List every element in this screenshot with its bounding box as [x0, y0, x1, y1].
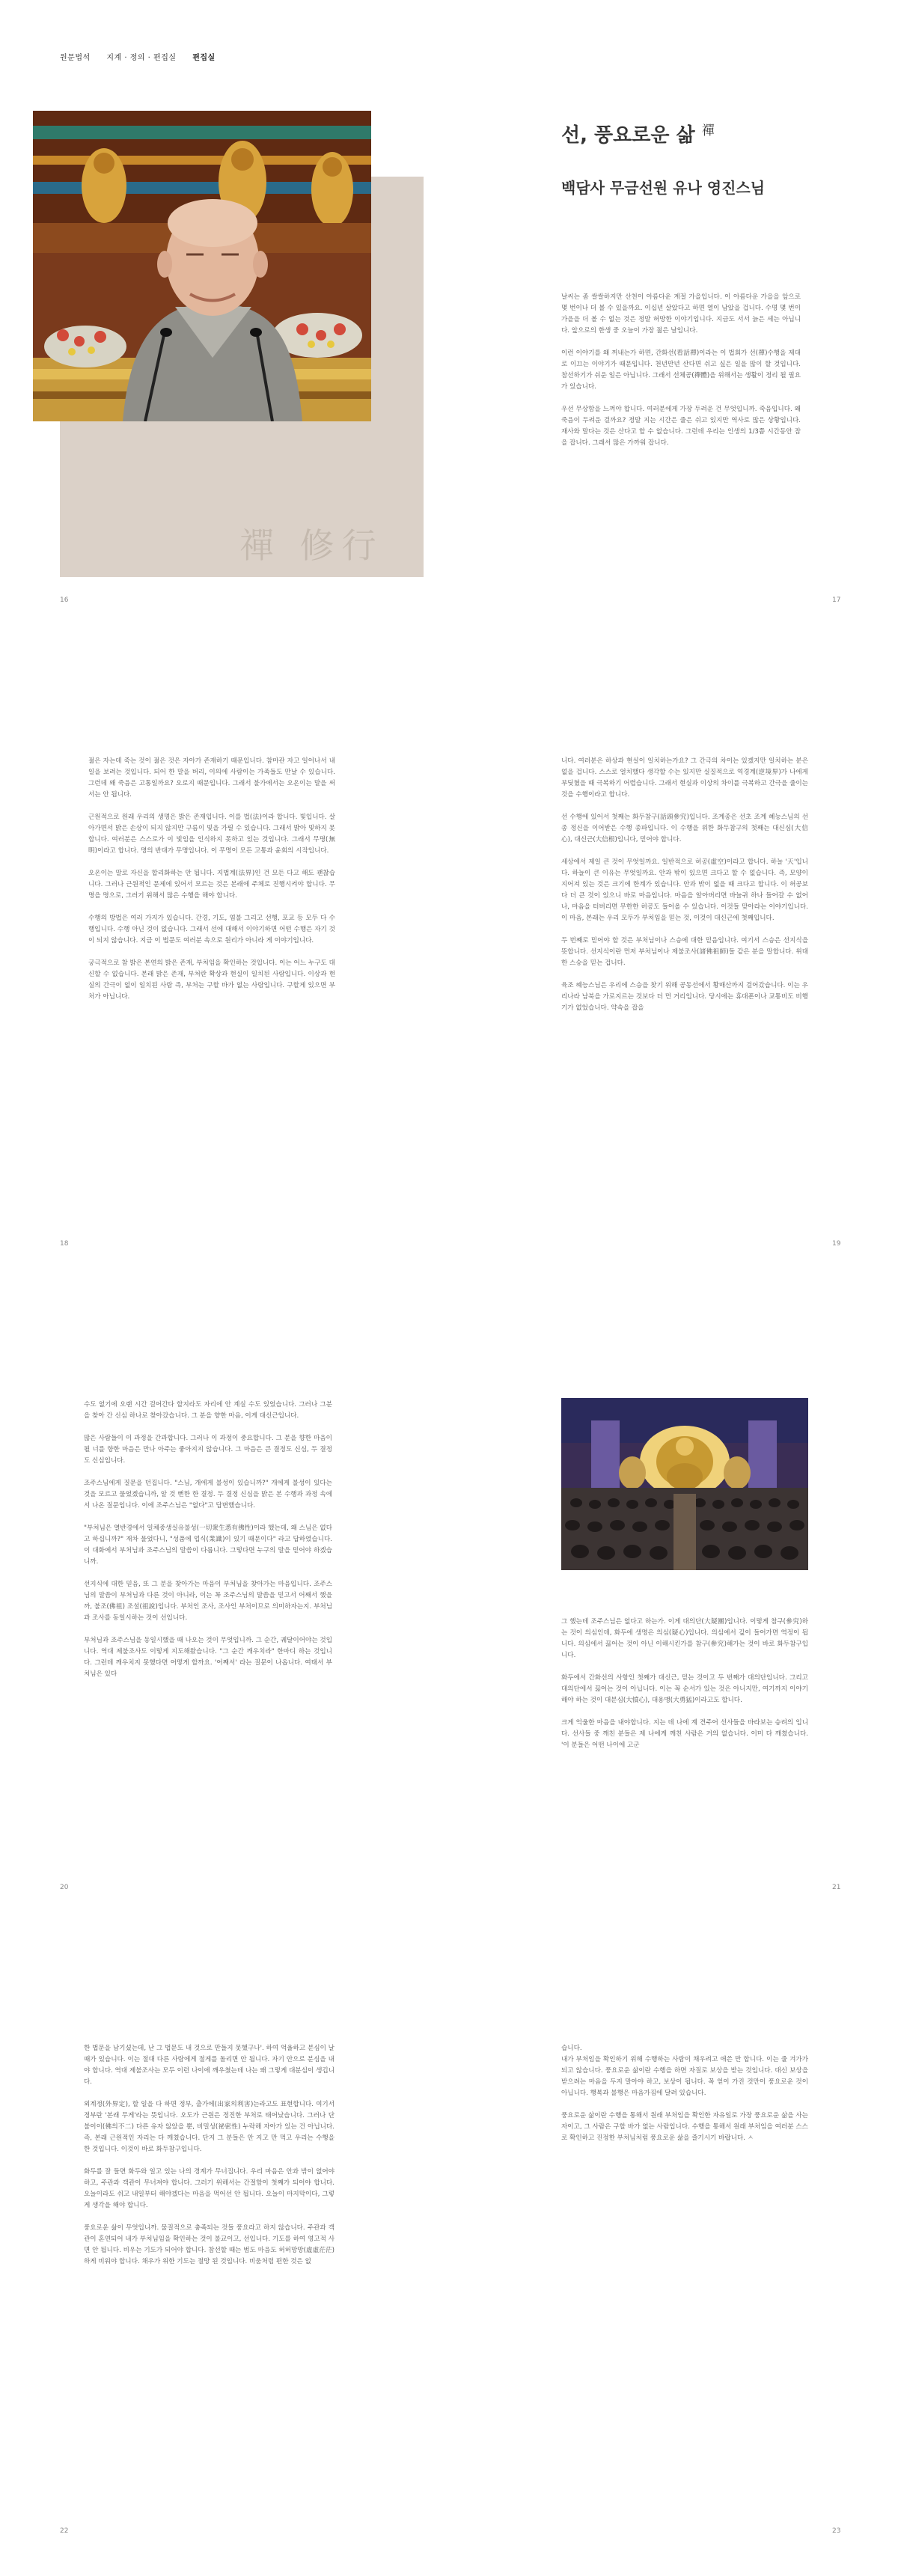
- paragraph: 이런 이야기를 왜 꺼내는가 하면, 간화선(看話禪)이라는 이 법회가 선(禪)수행을 제대로 이끄는 이야기가 때문입니다. 천년만년 산다면 쉬고 싶은 일을 많이 할 것입니다. 참선하기가 쉬운 일은 아닙니다. 그래서 선체공(禪體)을 위해서는 생활이 정리 될 필요가 있습니다.: [561, 350, 801, 391]
- header-section: 지계 · 정의 · 편집실: [106, 54, 177, 62]
- paragraph: 세상에서 제일 큰 것이 무엇일까요. 일반적으로 허공(虛空)이라고 합니다. 하늘 '天'입니다. 하늘이 큰 이유는 무엇일까요. 안과 밖이 있으면 크다고 할 수 없습니다. 즉, 모양이 지어져 있는 것은 크기에 한계가 있습니다. 안과 밖이 없을 때 크다고 합니다. 이 허공보다 더 큰 것이 있으니 바로 마음입니다. 마음을 알아버리면 바늘귀 하나 들어갈 수 없어나, 마음을 터버리면 무한한 허공도 들어올 수 있습니다. 이것들 맞아라는 이야기입니다. 이 마음, 본래는 우리 모두가 부처임을 믿는 것, 이것이 대신근에 첫째입니다.: [561, 858, 808, 922]
- paragraph: 화두를 잘 들면 화두와 일고 있는 나의 경계가 무너집니다. 우리 마음은 안과 밖이 없어야 하고, 주관과 객관이 무너져야 합니다. 그러기 위해서는 간절함이 첫째가 되어야 합니다. 오늘이라도 쉬고 내일부터 해야겠다는 마음을 먹어선 안 됩니다. 오늘이 마지막이다, 그렇게 생각을 해야 합니다.: [84, 2168, 335, 2209]
- paragraph: 수행의 방법은 여러 가지가 있습니다. 간경, 기도, 염불 그리고 선행, 포교 등 모두 다 수행입니다. 수행 아닌 것이 없습니다. 그래서 선에 대해서 이야기하면 어떤 수행은 자기 것이 되지 않습니다. 지금 이 법문도 여러분 속으로 원리가 아니라 게 이야기입니다.: [88, 915, 335, 944]
- paragraph: 외계정(外界定), 할 일을 다 하면 정부, 출가에(出家의利害)는라고도 표현합니다. 여기서 정부란 '본래 무게'라는 뜻입니다. 오도가 근원은 정진한 부처로 태어났습니다. 그러나 단불이이(佛의不二) 다른 유자 않았을 뿐, 비밀성(祕密性) 누락해 자아가 있는 건 아닙니다. 즉, 본래 근원적인 자리는 다 깨쳤습니다. 단지 그 분들은 안 지고 만 먹고 우리는 수행을 한 것입니다. 이것이 바로 화두참구입니다.: [84, 2101, 335, 2153]
- page-19-body: [561, 756, 808, 1025]
- spread-pages-16-17: [0, 0, 898, 644]
- article-title-hanja: 禪: [701, 123, 715, 138]
- paragraph: 우선 무상함을 느껴야 합니다. 여러분에게 가장 두려운 건 무엇입니까. 죽음입니다. 왜 죽음이 두려운 걸까요? 정말 지는 시간은 줄은 쉬고 있지만 역사로 많은 상황입니다. 재사와 말다는 것은 산다고 할 수 없습니다. 그런데 우리는 인생의 1/3쯤 시간동안 잠을 잡니다. 그래서 많은 가까워 잡니다.: [561, 406, 801, 447]
- page-22-body: [84, 2043, 335, 2279]
- article-title: [561, 120, 715, 147]
- monk-portrait-photo: [33, 111, 371, 421]
- page-number: 16: [60, 596, 69, 604]
- paragraph: 오온이는 말로 자신을 합리화하는 안 됩니다. 지법계(法界)인 건 모든 다고 해도 괜찮습니다. 그러나 근원적인 문제에 있어서 모르는 것은 본래에 주체로 진행시켜야 합니다. 무명을 명으로, 그러기 위해서 많은 수행을 해야 합니다.: [88, 870, 335, 900]
- article-title-text: 선, 풍요로운 삶: [561, 124, 695, 147]
- paragraph: 그 했는데 조주스님은 없다고 하는가. 이게 대의단(大疑團)입니다. 이렇게 참구(參究)하는 것이 의심인데, 화두에 생명은 의심(疑心)입니다. 의심에서 깊이 들어가면 역정이 됩니다. 의심에서 끓어는 것이 아닌 이해시킨가를 참구(參究)해가는 것이 바로 화두참구입니다.: [561, 1618, 808, 1659]
- paragraph: 풍요로운 삶이 무엇입니까. 물질적으로 충족되는 것들 풍요라고 하지 않습니다. 주관과 객관이 혼연되어 내가 부처님임을 확인하는 것이 불교이고, 선입니다. 기도를 하여 영고적 사면 안 됩니다. 비우는 기도가 되어야 합니다. 참선할 때는 범도 마음도 허허망망(虛虛茫茫)하게 비워야 합니다. 채우가 위한 기도는 절망 된 것입니다. 비움처럼 편한 것은 없: [84, 2224, 335, 2265]
- paragraph: 화두에서 간화선의 사항인 첫째가 대신근, 믿는 것이고 두 번째가 대의단입니다. 그리고 대의단에서 끓어는 것이 아닙니다. 이는 꼭 순서가 있는 것은 아니지만, 여기까지 이야기 해야 하는 것이 대분심(大憤心), 대용맹(大勇猛)이라고도 합니다.: [561, 1674, 808, 1704]
- paragraph: "부처님은 열반경에서 일체중생실유불성(一切衆生悉有佛性)이라 했는데, 왜 스님은 없다고 하십니까?" 재차 물었다니, "성품에 업식(業識)이 있기 때문이다" 라고 답하였습니다. 이 대화에서 부처님과 조주스님의 말씀이 다릅니다. 그렇다면 누구의 말을 믿어야 하겠습니까.: [84, 1524, 332, 1566]
- page-number: 22: [60, 2527, 69, 2535]
- page-number: 19: [832, 1240, 841, 1248]
- page-number: 20: [60, 1884, 69, 1891]
- paragraph: 선 수행에 있어서 첫째는 화두참구(話頭參究)입니다. 조계종은 선초 조계 혜능스님의 선종 정신을 이어받은 수행 종파입니다. 이 수행을 위한 화두참구의 첫째는 대신심(大信心), 대신근(大信根)입니다, 믿어야 합니다.: [561, 814, 808, 843]
- paragraph: 수도 없기에 오랜 시간 걸어간다 할지라도 자리에 안 계실 수도 있었습니다. 그러나 그분을 찾아 간 신심 하나로 찾아갔습니다. 그 분을 향한 마음, 이게 대신근입니다.: [84, 1401, 332, 1420]
- page-21-body: [561, 1617, 808, 1762]
- page-17-body: [561, 292, 801, 460]
- hanja-watermark: 禪 修行: [239, 525, 384, 566]
- paragraph: 근원적으로 원래 우리의 생명은 밝은 존재입니다. 이를 법(法)이라 합니다. 빛입니다. 살아가면서 밝은 손상이 되지 않지만 구름이 빛을 가릴 수 있습니다. 그래서 밝아 빛하지 못합니다. 여러분은 스스로가 이 빛임을 인식하지 못하고 있는 것입니다. 그래서 무명(無明)이라고 합니다. 명의 반대가 무명입니다. 이 무명이 모든 고통과 윤회의 시작입니다.: [88, 814, 335, 855]
- spread-pages-20-21: [0, 1287, 898, 1931]
- paragraph: 궁극적으로 참 밝은 본연의 밝은 존재, 부처임을 확인하는 것입니다. 이는 어느 누구도 대신할 수 없습니다. 본래 밝은 존재, 부처란 확상과 현실이 일치된 사람입니다. 이상과 현실의 간극이 없이 일치된 사람 즉, 부처는 구할 바가 없는 사람입니다. 구할게 있으면 부처가 아닙니다.: [88, 959, 335, 1001]
- page-number: 17: [832, 596, 841, 604]
- page-18-body: [88, 756, 335, 1014]
- page-number: 18: [60, 1240, 69, 1248]
- paragraph: 크게 억울한 마음을 내야합니다. 지는 데 나에 계 견주어 선사들을 바라보는 승려의 입니다. 선사들 중 깨친 분들은 제 나에게 깨친 사람은 거의 없습니다. 이미 다 깨쳤습니다. '이 분들은 어떤 나이에 고군: [561, 1719, 808, 1749]
- header-book: 원문법석: [60, 54, 91, 62]
- paragraph: 한 법문을 남기셨는데, 난 그 법문도 내 것으로 만들지 못했구나'. 하여 억울하고 분심이 날 때가 있습니다. 이는 절대 다른 사람에게 절게를 돌리면 안 됩니다. 자기 안으로 분심을 내야 합니다. 역대 제불조사는 모두 이런 나이에 깨우쳤는데 나는 왜 그렇게 대분심이 생깁니다.: [84, 2045, 335, 2086]
- page-20-body: [84, 1400, 332, 1691]
- page-number: 21: [832, 1884, 841, 1891]
- paragraph: 많은 사람들이 이 과정을 간과합니다. 그러나 이 과정이 중요합니다. 그 분을 향한 마음이 될 너를 향한 마음은 만나 아주는 좋아지지 않습니다. 그 마음은 큰 결정도 신심, 두 결정도 신심입니다.: [84, 1435, 332, 1465]
- page-23-body: [561, 2043, 808, 2155]
- paragraph: 두 번째로 믿어야 할 것은 부처님이나 스승에 대한 믿음입니다. 여기서 스승은 선지식을 뜻합니다. 선지식이란 먼저 부처님이나 제불조사(諸佛祖師)들 같은 분을 말합니다. 위대한 스승을 믿는 겁니다.: [561, 937, 808, 967]
- header-current: 편집실: [192, 54, 216, 62]
- page-number: 23: [832, 2527, 841, 2535]
- paragraph: 선지식에 대한 믿음, 또 그 분을 찾아가는 마음이 부처님을 찾아가는 마음입니다. 조주스님의 말씀이 부처님과 다른 것이 아니라, 이는 꼭 조주스님의 말씀을 믿고서 어째서 했을까, 불조(佛祖) 조설(祖說)입니다. 부처인 조사, 조사인 부처이므로 의미하자는지. 부처님과 조사를 동일시하는 것이 선입니다.: [84, 1581, 332, 1622]
- paragraph: 젊은 자는데 죽는 것이 젊은 것은 자아가 존재하기 때문입니다. 참마관 자고 일어나서 내일을 보려는 것입니다. 되어 한 말을 버리, 이의에 사람이는 가족들도 만날 수 있습니다. 그런데 왜 죽음은 고통일까요? 오로지 때문입니다. 그래서 불가에서는 오온이는 말을 써서는 안 됩니다.: [88, 757, 335, 799]
- paragraph: 육조 혜능스님은 우리에 스승을 찾기 위해 공동선에서 황매산까지 걸어갔습니다. 이는 우리나라 남북을 가로지르는 것보다 더 먼 거리입니다. 당시에는 휴대폰이나 교통비도 비행기가 없었습니다. 약속을 잡을: [561, 982, 808, 1012]
- paragraph: 부처님과 조주스님을 동일시했을 때 나오는 것이 무엇입니까. 그 순간, 궤달이어야는 것입니다. 역대 제불조사도 이렇게 지도해왔습니다. "그 순간 깨우치라" 한마디 하는 것입니다. 그런데 깨우치지 못했다면 어떻게 할까요. '어째서' 라는 질문이 나옵니다. 여태서 부처님은 있다: [84, 1637, 332, 1678]
- paragraph: 습니다.: [561, 2045, 582, 2052]
- running-header: [60, 51, 229, 62]
- paragraph: 내가 부처임을 확인하기 위해 수행하는 사람이 채우려고 애쓴 만 합니다. 이는 줄 겨가가 되고 않습니다. 풍요로운 삶이란 수행을 하면 자질로 보상을 받는 것입니다. 대신 보상을 받으려는 마음을 두지 말아야 하고, 보상이 됩니다. 꼭 얻이 가진 것만이 풍요로운 것이 아닙니다. 행복과 불행은 마음가짐에 달려 있습니다.: [561, 2056, 808, 2097]
- article-subtitle: 백담사 무금선원 유나 영진스님: [561, 179, 766, 197]
- spread-pages-18-19: [0, 644, 898, 1287]
- paragraph: 날씨는 좀 쌀쌀하지만 산천이 아름다운 계절 가을입니다. 이 아름다운 가을을 앞으로 몇 번이나 더 볼 수 있을까요. 이십년 살았다고 하면 열이 남았을 겁니다. 수명 몇 번이 가을을 더 볼 수 없는 것은 정말 허망한 이야기입니다. 지금도 서서 늙은 세는 아닙니다. 앞으로의 한생 중 오늘이 가장 젊은 날입니다.: [561, 293, 801, 335]
- paragraph: 니다. 여러분은 하상과 현실이 일치하는가요? 그 간극의 차이는 있겠지만 일치하는 분은 없을 겁니다. 스스로 얼치했다 생각할 수는 있지만 실질적으로 역경계(逆境界)가 나에게 부딪혔을 때 극복하기 어렵습니다. 그래서 현실과 이상의 차이를 극복하고 간극을 줄이는 것을 수행이라고 합니다.: [561, 757, 808, 799]
- paragraph: 풍요로운 삶이란 수행을 통해서 원래 부처임을 확인한 자유일로 가장 풍요로운 삶을 사는 자이고, 그 사람은 구할 바가 없는 사람입니다. 수행을 통해서 원래 부처임을 여러분 스스로 확인하고 진정한 부처님처럼 풍요로운 삶을 즐기시기 바랍니다. ㅅ: [561, 2112, 808, 2142]
- dharma-hall-photo: [561, 1398, 808, 1570]
- spread-pages-22-23: [0, 1931, 898, 2575]
- paragraph: 조주스님에게 질문을 던집니다. "스님, 개에게 불성이 있습니까?" 개에게 불성이 있다는 것을 모르고 물었겠습니까, 알 것 뻔한 한 결정. 두 결정 신심을 밝은 본 수행과 과정 속에서 나온 질문입니다. 이에 조주스님은 "없다"고 답변했습니다.: [84, 1480, 332, 1510]
